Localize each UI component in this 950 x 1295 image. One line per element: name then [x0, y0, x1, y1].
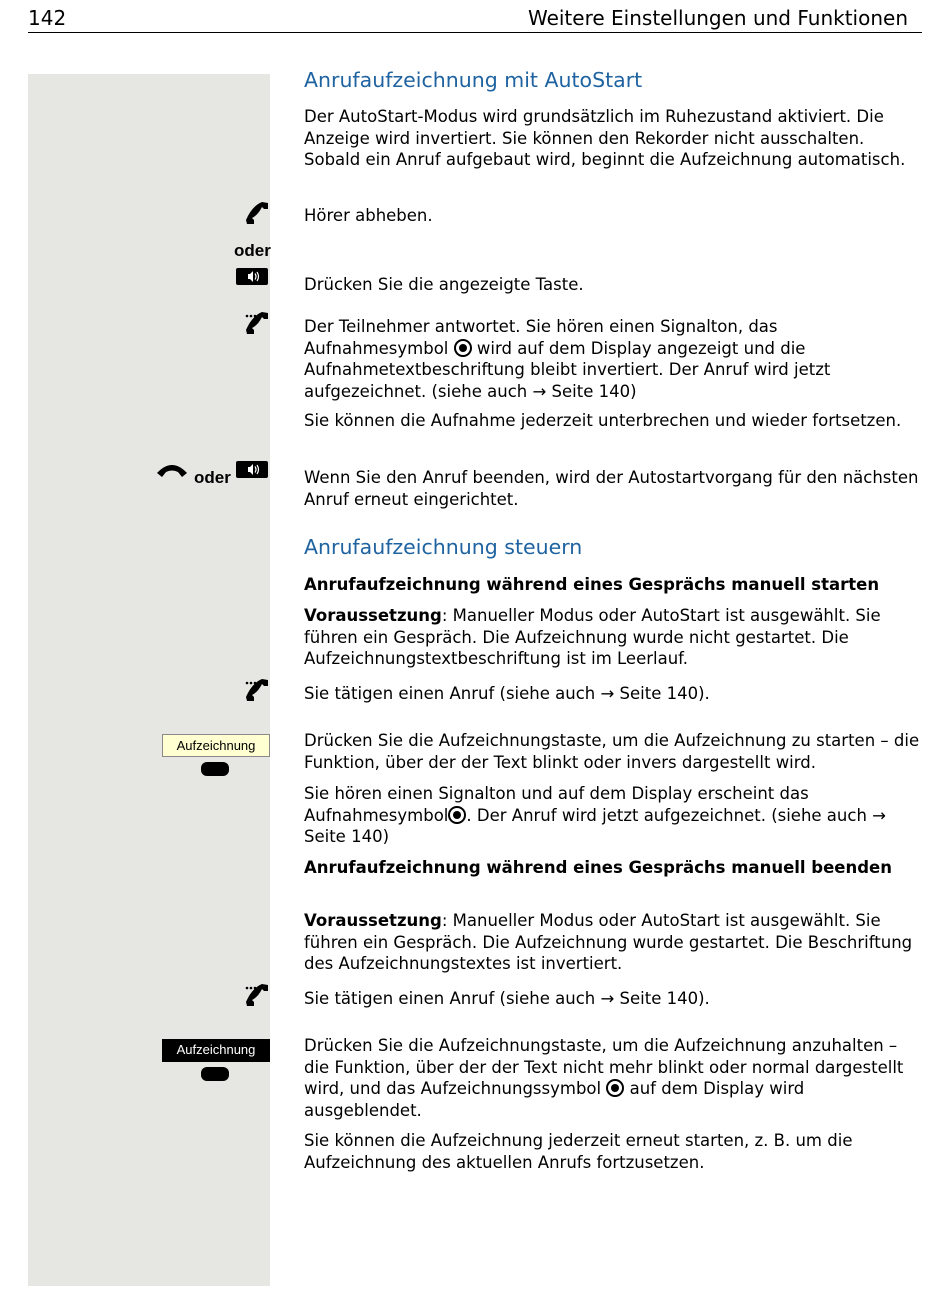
- record-symbol-icon: [454, 339, 472, 357]
- handset-hangup-icon: [155, 461, 189, 479]
- step-press-record-start: Drücken Sie die Aufzeichnungstaste, um die Aufzeichnung zu starten – die Funktion, über der der Text blinkt oder invers dargestellt wird.: [304, 731, 920, 772]
- pause-note: Sie können die Aufnahme jederzeit unterbrechen und wieder fortsetzen.: [304, 411, 902, 430]
- step-end-call: Wenn Sie den Anruf beenden, wird der Autostartvorgang für den nächsten Anruf erneut eingerichtet.: [304, 468, 919, 509]
- section-title-control: Anrufaufzeichnung steuern: [304, 535, 583, 559]
- page-number: 142: [28, 6, 67, 30]
- prerequisite-start: Voraussetzung: Manueller Modus oder AutoStart ist ausgewählt. Sie führen ein Gespräch. Die Aufzeichnung wurde nicht gestartet. Die Aufzeichnungstextbeschriftung ist im Leerlauf.: [304, 606, 881, 668]
- step-press-key: Drücken Sie die angezeigte Taste.: [304, 275, 584, 294]
- restart-note: Sie können die Aufzeichnung jederzeit erneut starten, z. B. um die Aufzeichnung des aktuellen Anrufs fortzusetzen.: [304, 1131, 853, 1172]
- section-title-autostart: Anrufaufzeichnung mit AutoStart: [304, 68, 643, 92]
- aufzeichnung-display-label: Aufzeichnung: [162, 734, 270, 757]
- handset-call-icon-2: [244, 678, 270, 702]
- page-header: [28, 4, 922, 33]
- speaker-key-icon: [236, 268, 268, 285]
- handset-call-icon: [244, 311, 270, 335]
- speaker-key-icon-2: [236, 461, 268, 478]
- prerequisite-end: Voraussetzung: Manueller Modus oder AutoStart ist ausgewählt. Sie führen ein Gespräch. Die Aufzeichnung wurde gestartet. Die Beschriftung des Aufzeichnungstextes ist invertiert.: [304, 911, 913, 973]
- subheading-manual-start: Anrufaufzeichnung während eines Gesprächs manuell starten: [304, 575, 880, 594]
- step-press-record-stop: Drücken Sie die Aufzeichnungstaste, um die Aufzeichnung anzuhalten – die Funktion, über der der Text nicht mehr blinkt oder normal dargestellt wird, und das Aufzeichnungssymbol auf dem Display wird ausgeblendet.: [304, 1036, 904, 1120]
- handset-call-icon-3: [244, 983, 270, 1007]
- autostart-intro: Der AutoStart-Modus wird grundsätzlich im Ruhezustand aktiviert. Die Anzeige wird invertiert. Sie können den Rekorder nicht ausschalten. Sobald ein Anruf aufgebaut wird, beginnt die Aufzeichnung automatisch.: [304, 107, 906, 169]
- handset-lift-icon: [244, 201, 270, 225]
- oder-label-2: oder: [194, 468, 231, 487]
- aufzeichnung-key-button[interactable]: [201, 762, 229, 776]
- chapter-title: Weitere Einstellungen und Funktionen: [527, 6, 908, 30]
- step-lift-handset: Hörer abheben.: [304, 206, 433, 225]
- step-partner-answers: Der Teilnehmer antwortet. Sie hören einen Signalton, das Aufnahmesymbol wird auf dem Display angezeigt und die Aufnahmetextbeschriftung bleibt invertiert. Der Anruf wird jetzt aufgezeichnet. (siehe auch → Seite 140): [304, 317, 831, 401]
- step-make-call: Sie tätigen einen Anruf (siehe auch → Seite 140).: [304, 684, 710, 703]
- step-make-call-2: Sie tätigen einen Anruf (siehe auch → Seite 140).: [304, 989, 710, 1008]
- signal-note: Sie hören einen Signalton und auf dem Display erscheint das Aufnahmesymbol . Der Anruf wird jetzt aufgezeichnet. (siehe auch → Seite 140): [304, 784, 886, 846]
- record-symbol-icon-2: [448, 806, 466, 824]
- subheading-manual-end: Anrufaufzeichnung während eines Gesprächs manuell beenden: [304, 858, 892, 877]
- aufzeichnung-display-label-inverted: Aufzeichnung: [162, 1039, 270, 1062]
- oder-label: oder: [234, 241, 271, 260]
- record-symbol-icon-3: [606, 1079, 624, 1097]
- aufzeichnung-key-button-2[interactable]: [201, 1067, 229, 1081]
